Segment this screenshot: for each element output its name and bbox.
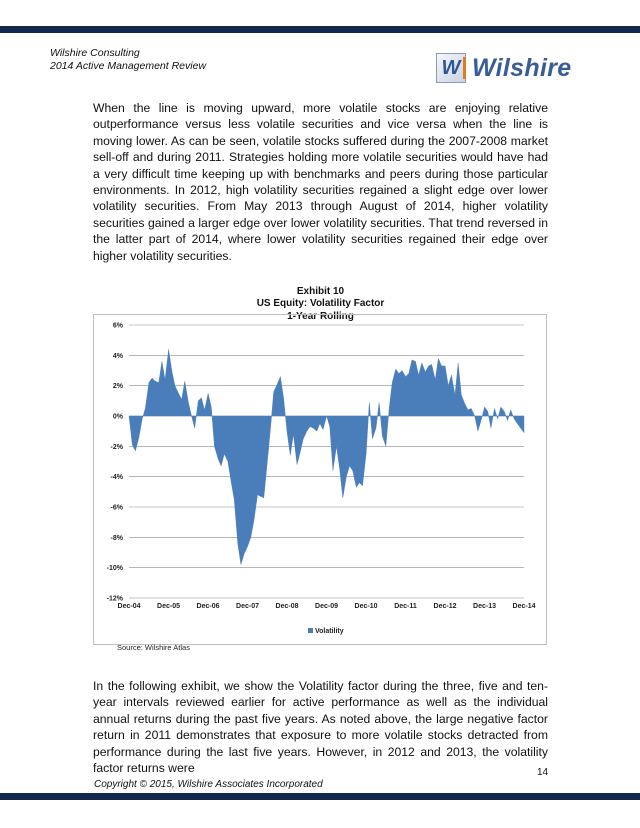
x-tick-label: Dec-14 bbox=[512, 603, 536, 610]
y-tick-label: 0% bbox=[112, 413, 123, 421]
exhibit-subtitle: US Equity: Volatility Factor bbox=[256, 298, 385, 310]
legend-label: Volatility bbox=[315, 628, 344, 635]
y-tick-label: -10% bbox=[106, 565, 123, 573]
x-tick-label: Dec-08 bbox=[275, 603, 299, 610]
y-tick-label: 4% bbox=[112, 352, 123, 360]
y-tick-label: -12% bbox=[106, 595, 123, 603]
chart-frame bbox=[93, 314, 547, 645]
x-tick-label: Dec-10 bbox=[354, 603, 378, 610]
exhibit-number: Exhibit 10 bbox=[296, 286, 345, 297]
y-tick-label: -6% bbox=[110, 504, 123, 512]
y-tick-label: 6% bbox=[112, 322, 123, 330]
paragraph-following: In the following exhibit, we show the Volatility factor during the three, five and ten-year intervals reviewed earlier for active performance as well as the individual annual returns during the past five years. As noted above, the large negative factor return in 2011 demonstrates that exposure to more volatile stocks detracted from performance during the last five years. However, in 2012 and 2013, the volatility factor returns were bbox=[93, 679, 548, 776]
company-name: Wilshire Consulting bbox=[50, 47, 140, 59]
document-header bbox=[50, 47, 206, 73]
wilshire-logo bbox=[436, 52, 571, 84]
top-border-bar bbox=[0, 26, 640, 33]
logo-mark bbox=[436, 53, 466, 83]
bottom-border-bar bbox=[0, 793, 640, 800]
y-tick-label: -2% bbox=[110, 443, 123, 451]
y-tick-label: -8% bbox=[110, 534, 123, 542]
y-tick-label: 2% bbox=[112, 383, 123, 391]
y-tick-label: -4% bbox=[110, 474, 123, 482]
x-tick-label: Dec-12 bbox=[433, 603, 457, 610]
volatility-factor-chart bbox=[94, 315, 546, 644]
copyright-notice: Copyright © 2015, Wilshire Associates Incorporated bbox=[94, 779, 323, 790]
x-tick-label: Dec-09 bbox=[315, 603, 338, 610]
legend-swatch bbox=[308, 628, 313, 633]
logo-accent-stripe bbox=[463, 57, 466, 79]
x-tick-label: Dec-04 bbox=[117, 603, 141, 610]
logo-letter: W bbox=[441, 56, 461, 79]
chart-source: Source: Wilshire Atlas bbox=[117, 643, 190, 652]
logo-wordmark: Wilshire bbox=[472, 53, 572, 82]
report-title: 2014 Active Management Review bbox=[50, 60, 207, 72]
x-tick-label: Dec-05 bbox=[157, 603, 180, 610]
x-tick-label: Dec-06 bbox=[196, 603, 220, 610]
page-number: 14 bbox=[537, 767, 549, 778]
x-tick-label: Dec-13 bbox=[473, 603, 496, 610]
x-tick-label: Dec-11 bbox=[394, 603, 417, 610]
x-tick-label: Dec-07 bbox=[236, 603, 259, 610]
exhibit-period: 1-Year Rolling bbox=[287, 310, 354, 322]
paragraph-intro: When the line is moving upward, more volatile stocks are enjoying relative outperformance versus less volatile securities and vice versa when the line is moving lower. As can be seen, volatile stocks suffered during the 2007-2008 market sell-off and during 2011. Strategies holding more volatile securities would have had a very difficult time keeping up with benchmarks and peers during those particular environments. In 2012, high volatility securities regained a slight edge over lower volatility securities. From May 2013 through August of 2014, higher volatility securities gained a larger edge over lower volatility securities. That trend reversed in the latter part of 2014, where lower volatility securities regained their edge over higher volatility securities. bbox=[93, 101, 548, 263]
series-area-volatility bbox=[129, 349, 524, 564]
